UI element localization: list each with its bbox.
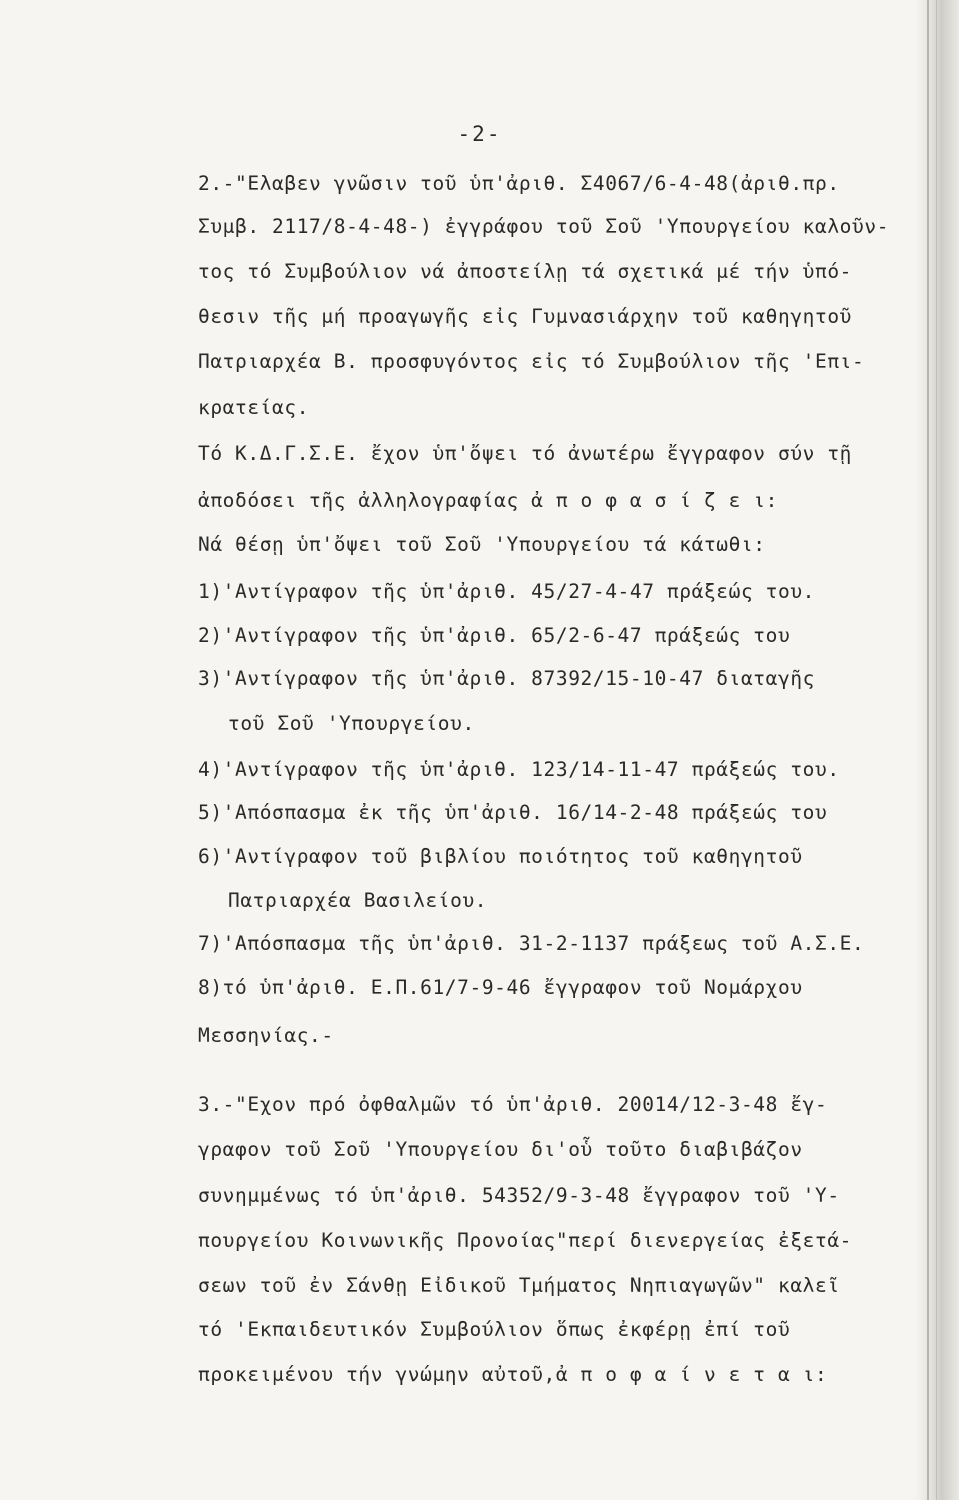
text-line: θεσιν τῆς μή προαγωγῆς εἰς Γυμνασιάρχην τοῦ καθηγητοῦ bbox=[198, 305, 853, 328]
binding-edge bbox=[915, 0, 959, 1500]
text-line: 4)'Αντίγραφον τῆς ὑπ'ἀριθ. 123/14-11-47 πράξεώς του. bbox=[198, 758, 840, 781]
text-line: ἀποδόσει τῆς ἀλληλογραφίας ἀ π ο φ α σ ί ζ ε ι: bbox=[198, 489, 778, 512]
binding-line bbox=[927, 0, 929, 1500]
text-line: Πατριαρχέα Βασιλείου. bbox=[228, 889, 488, 912]
text-line: 2)'Αντίγραφον τῆς ὑπ'ἀριθ. 65/2-6-47 πράξεώς του bbox=[198, 624, 791, 647]
text-line: Τό Κ.Δ.Γ.Σ.Ε. ἔχον ὑπ'ὄψει τό ἀνωτέρω ἔγγραφον σύν τῇ bbox=[198, 442, 853, 465]
text-line: 7)'Απόσπασμα τῆς ὑπ'ἀριθ. 31-2-1137 πράξεως τοῦ Α.Σ.Ε. bbox=[198, 932, 865, 955]
text-line: τος τό Συμβούλιον νά ἀποστείλῃ τά σχετικά μέ τήν ὑπό- bbox=[198, 260, 853, 283]
text-line: Πατριαρχέα Β. προσφυγόντος εἰς τό Συμβούλιον τῆς 'Επι- bbox=[198, 350, 865, 373]
text-line: πουργείου Κοινωνικῆς Προνοίας"περί διενεργείας ἐξετά- bbox=[198, 1229, 853, 1252]
text-line: 2.-"Ελαβεν γνῶσιν τοῦ ὑπ'ἀριθ. Σ4067/6-4-48(ἀριθ.πρ. bbox=[198, 172, 840, 195]
text-line: τοῦ Σοῦ 'Υπουργείου. bbox=[228, 712, 475, 735]
text-line: τό 'Εκπαιδευτικόν Συμβούλιον ὅπως ἐκφέρῃ ἐπί τοῦ bbox=[198, 1318, 791, 1341]
page-number: -2- bbox=[457, 122, 502, 146]
binding-line-secondary bbox=[936, 0, 937, 1500]
text-line: 3.-"Εχον πρό ὀφθαλμῶν τό ὑπ'ἀριθ. 20014/12-3-48 ἔγ- bbox=[198, 1093, 828, 1116]
text-line: 1)'Αντίγραφον τῆς ὑπ'ἀριθ. 45/27-4-47 πράξεώς του. bbox=[198, 580, 815, 603]
text-line: κρατείας. bbox=[198, 396, 310, 419]
text-line: προκειμένου τήν γνώμην αὐτοῦ,ἀ π ο φ α ί ν ε τ α ι: bbox=[198, 1363, 828, 1386]
text-line: 8)τό ὑπ'ἀριθ. Ε.Π.61/7-9-46 ἔγγραφον τοῦ Νομάρχου bbox=[198, 976, 803, 999]
text-line: 5)'Απόσπασμα ἐκ τῆς ὑπ'ἀριθ. 16/14-2-48 πράξεώς του bbox=[198, 801, 828, 824]
text-line: συνημμένως τό ὑπ'ἀριθ. 54352/9-3-48 ἔγγραφον τοῦ 'Υ- bbox=[198, 1184, 840, 1207]
text-line: Μεσσηνίας.- bbox=[198, 1024, 334, 1047]
text-line: Νά θέσῃ ὑπ'ὄψει τοῦ Σοῦ 'Υπουργείου τά κάτωθι: bbox=[198, 533, 766, 556]
text-line: Συμβ. 2117/8-4-48-) ἐγγράφου τοῦ Σοῦ 'Υπουργείου καλοῦν- bbox=[198, 215, 890, 238]
text-line: σεων τοῦ ἐν Σάνθῃ Εἰδικοῦ Τμήματος Νηπιαγωγῶν" καλεῖ bbox=[198, 1274, 840, 1297]
text-line: γραφον τοῦ Σοῦ 'Υπουργείου δι'οὗ τοῦτο διαβιβάζον bbox=[198, 1138, 803, 1161]
text-line: 3)'Αντίγραφον τῆς ὑπ'ἀριθ. 87392/15-10-47 διαταγῆς bbox=[198, 667, 815, 690]
text-line: 6)'Αντίγραφον τοῦ βιβλίου ποιότητος τοῦ καθηγητοῦ bbox=[198, 845, 803, 868]
